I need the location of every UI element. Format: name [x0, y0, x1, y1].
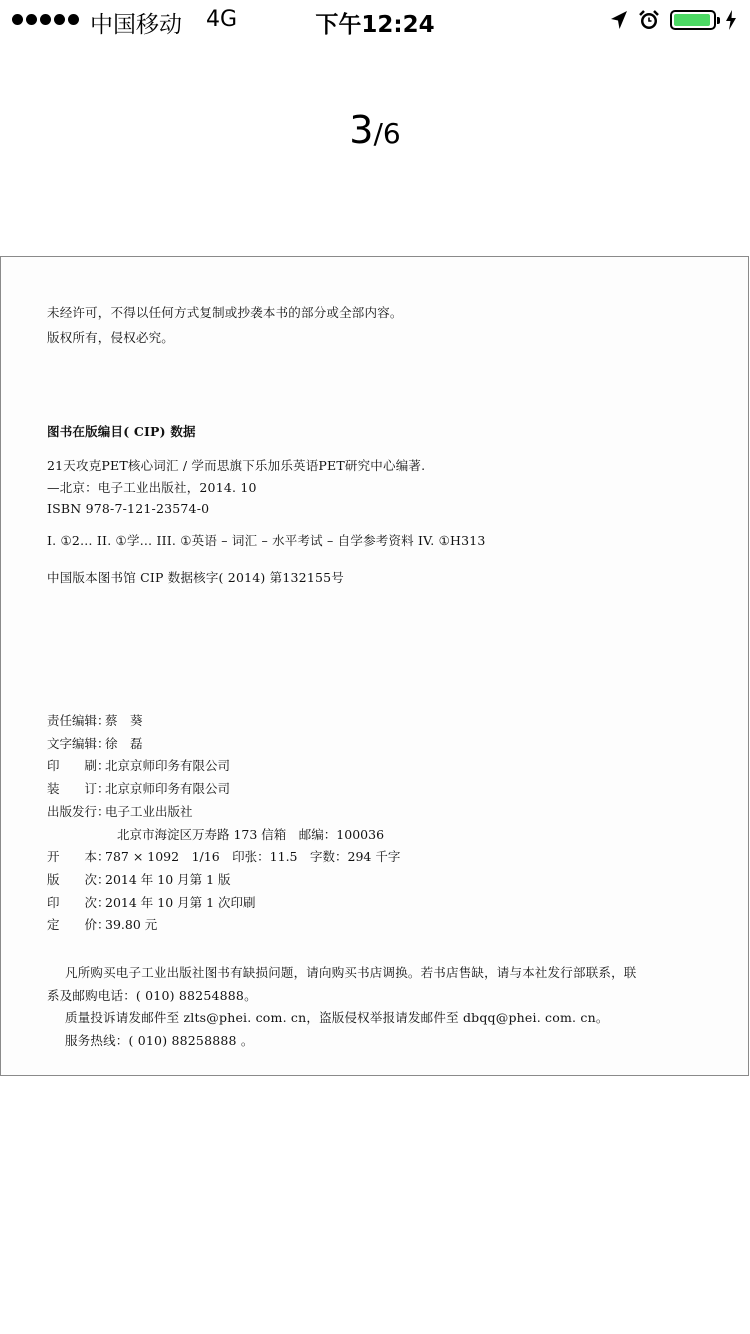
detail-value: 蔡 葵 [105, 713, 143, 728]
copyright-notice: 未经许可，不得以任何方式复制或抄袭本书的部分或全部内容。 [47, 305, 403, 320]
detail-row [47, 825, 384, 843]
detail-label: 印 刷： [47, 758, 110, 774]
cip-book-title: 21天攻克PET核心词汇 / 学而思旗下乐加乐英语PET研究中心编著. [47, 458, 426, 473]
detail-label: 责任编辑： [47, 713, 110, 728]
classification: I. ①2… II. ①学… III. ①英语 – 词汇 – 水平考试 – 自学参考资料 IV. ①H313 [47, 533, 486, 548]
detail-value: 2014 年 10 月第 1 次印刷 [105, 894, 256, 910]
charging-bolt-icon [726, 10, 736, 30]
detail-value: 电子工业出版社 [105, 803, 193, 819]
notice-line-4: 服务热线：( 010) 88258888 。 [65, 1033, 254, 1048]
notice-line-1: 凡所购买电子工业出版社图书有缺损问题，请向购买书店调换。若书店售缺，请与本社发行部联系，联 [65, 965, 637, 980]
detail-row [47, 802, 193, 820]
carrier-name: 中国移动 [90, 12, 182, 38]
detail-label: 出版发行： [47, 803, 110, 819]
notice-line-2: 系及邮购电话：( 010) 88254888。 [47, 988, 257, 1003]
detail-row [47, 915, 157, 933]
rights-reserved-notice: 版权所有，侵权必究。 [47, 330, 175, 345]
isbn: ISBN 978-7-121-23574-0 [47, 501, 210, 516]
current-page-number: 3 [349, 108, 374, 152]
cip-publisher: —北京：电子工业出版社，2014. 10 [47, 480, 257, 495]
status-bar [0, 0, 750, 40]
detail-label: 印 次： [47, 894, 110, 910]
detail-label: 文字编辑： [47, 735, 110, 751]
alarm-clock-icon [638, 9, 660, 31]
document-page-image[interactable] [0, 256, 749, 1076]
cip-record-number: 中国版本图书馆 CIP 数据核字( 2014) 第132155号 [47, 570, 344, 585]
cip-heading: 图书在版编目( CIP) 数据 [47, 424, 196, 439]
location-arrow-icon [610, 10, 628, 30]
detail-row [47, 893, 256, 911]
detail-label: 定 价： [47, 917, 110, 933]
page-counter [0, 108, 750, 152]
detail-label: 开 本： [47, 849, 110, 865]
notice-line-3: 质量投诉请发邮件至 zlts@phei. com. cn，盗版侵权举报请发邮件至 dbqq@phei. com. cn。 [65, 1010, 609, 1025]
detail-label: 版 次： [47, 871, 110, 887]
detail-row [47, 870, 231, 888]
status-time: 下午12:24 [315, 12, 435, 38]
detail-value: 徐 磊 [105, 735, 143, 751]
status-right-group [610, 8, 736, 32]
detail-row [47, 779, 230, 797]
detail-label: 装 订： [47, 781, 110, 797]
detail-row [47, 734, 143, 752]
battery-icon [670, 10, 716, 30]
total-page-count: 6 [382, 117, 401, 150]
detail-value: 北京市海淀区万寿路 173 信箱 邮编：100036 [117, 826, 385, 842]
detail-value: 2014 年 10 月第 1 版 [105, 871, 231, 887]
detail-row [47, 711, 143, 729]
detail-value: 39.80 元 [105, 917, 158, 933]
battery-level-fill [674, 14, 710, 26]
detail-value: 北京京师印务有限公司 [105, 781, 231, 797]
detail-row [47, 847, 400, 865]
detail-value: 北京京师印务有限公司 [105, 758, 231, 774]
detail-row [47, 756, 230, 774]
detail-value: 787 × 1092 1/16 印张：11.5 字数：294 千字 [105, 849, 401, 865]
network-type: 4G [206, 7, 238, 32]
page-separator: / [373, 117, 383, 150]
